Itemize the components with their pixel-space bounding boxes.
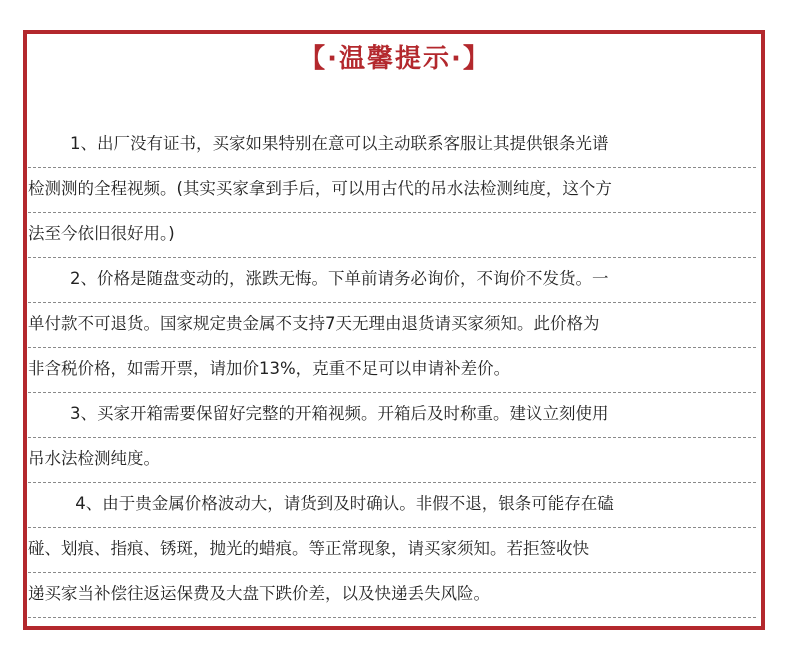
notice-line: 检测测的全程视频。(其实买家拿到手后，可以用古代的吊水法检测纯度，这个方 [28, 168, 756, 213]
notice-line: 4、由于贵金属价格波动大，请货到及时确认。非假不退，银条可能存在磕 [28, 483, 756, 528]
notice-line: 单付款不可退货。国家规定贵金属不支持7天无理由退货请买家须知。此价格为 [28, 303, 756, 348]
notice-title: 【·温馨提示·】 [299, 44, 491, 74]
notice-line: 1、出厂没有证书，买家如果特别在意可以主动联系客服让其提供银条光谱 [28, 123, 756, 168]
notice-line: 3、买家开箱需要保留好完整的开箱视频。开箱后及时称重。建议立刻使用 [28, 393, 756, 438]
notice-line: 非含税价格，如需开票，请加价13%，克重不足可以申请补差价。 [28, 348, 756, 393]
notice-line: 法至今依旧很好用。) [28, 213, 756, 258]
notice-line: 递买家当补偿往返运保费及大盘下跌价差，以及快递丢失风险。 [28, 573, 756, 618]
notice-line: 2、价格是随盘变动的，涨跌无悔。下单前请务必询价，不询价不发货。一 [28, 258, 756, 303]
notice-line: 吊水法检测纯度。 [28, 438, 756, 483]
notice-line: 碰、划痕、指痕、锈斑，抛光的蜡痕。等正常现象，请买家须知。若拒签收快 [28, 528, 756, 573]
notice-body [28, 123, 756, 618]
